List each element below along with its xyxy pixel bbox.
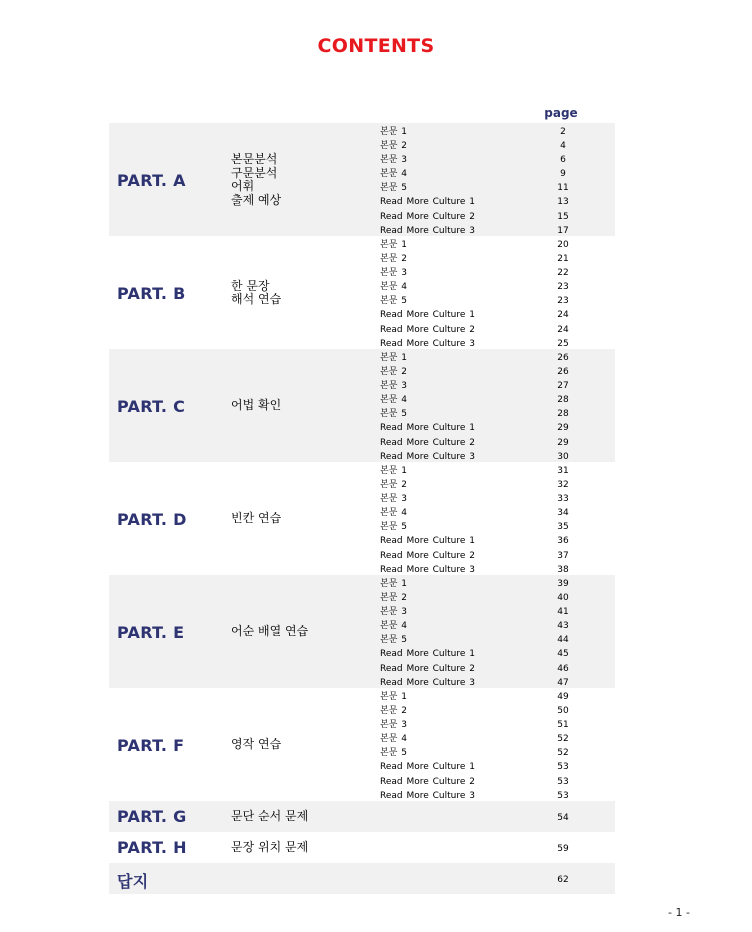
toc-entry [380, 393, 615, 407]
entry-page-number: 29 [557, 437, 569, 448]
part-label: PART. G [117, 807, 187, 826]
entry-page-number: 26 [557, 353, 569, 363]
description-line: 구문분석 [231, 165, 278, 180]
part-label: PART. F [117, 736, 185, 755]
entry-page-number: 52 [557, 748, 569, 759]
toc-section [109, 832, 615, 863]
part-label: PART. B [117, 284, 186, 303]
entry-page-number: 25 [557, 338, 569, 349]
toc-entry [380, 153, 615, 167]
entry-label: 본문 4 [380, 621, 407, 632]
entry-page-number: 53 [557, 776, 569, 787]
toc-entry [380, 605, 615, 619]
description-line: 출제 예상 [231, 192, 282, 207]
entry-page-number: 51 [557, 720, 569, 731]
page-title: CONTENTS [317, 35, 435, 57]
entry-page-number: 31 [557, 466, 569, 476]
part-description [231, 841, 308, 855]
toc-entry [380, 760, 615, 774]
entry-label: 본문 4 [380, 282, 407, 293]
toc-entry [380, 323, 615, 337]
entry-page-number: 41 [557, 607, 569, 618]
toc-entry [380, 167, 615, 181]
entry-label: Read More Culture 1 [380, 423, 475, 434]
toc-entry [380, 280, 615, 294]
entry-page-number: 35 [557, 522, 569, 533]
entry-page-number: 49 [557, 692, 569, 702]
entry-label: Read More Culture 3 [380, 790, 475, 801]
entry-label: 본문 5 [380, 409, 407, 420]
toc-entry [380, 266, 615, 280]
entry-label: 본문 4 [380, 508, 407, 519]
entry-page-number: 39 [557, 579, 569, 589]
description-line: 어휘 [231, 179, 255, 193]
toc-entry [380, 732, 615, 746]
toc-section [109, 123, 615, 236]
toc-entry [380, 125, 615, 139]
entry-label: 본문 1 [380, 579, 407, 589]
entry-label: 본문 4 [380, 169, 407, 180]
description-line: 빈칸 연습 [231, 511, 282, 526]
entry-label: Read More Culture 3 [380, 338, 475, 349]
toc-entry [380, 690, 615, 704]
entry-page-number: 46 [557, 663, 569, 674]
toc-entry [380, 351, 615, 365]
entry-page-number: 36 [557, 536, 569, 547]
description-line: 한 문장 [231, 278, 270, 293]
entry-page-number: 17 [557, 225, 569, 236]
entry-label: Read More Culture 2 [380, 211, 475, 222]
entry-page-number: 44 [557, 635, 569, 646]
toc-entry [380, 492, 615, 506]
description-line: 문단 순서 문제 [231, 809, 309, 824]
entry-page-number: 37 [557, 550, 569, 561]
toc-entry [380, 591, 615, 605]
page-column-header: page [544, 106, 578, 120]
part-description [231, 810, 308, 824]
entry-page-number: 28 [557, 409, 569, 420]
entry-label: 본문 3 [380, 155, 407, 166]
entry-page-number: 24 [557, 310, 569, 321]
entry-list [380, 238, 615, 351]
entry-page-number: 23 [557, 296, 569, 307]
entry-label: Read More Culture 2 [380, 550, 475, 561]
entry-label: 본문 5 [380, 183, 407, 194]
entry-label: Read More Culture 2 [380, 324, 475, 335]
toc-entry [380, 534, 615, 548]
entry-label: Read More Culture 2 [380, 663, 475, 674]
entry-page-number: 30 [557, 451, 569, 462]
entry-label: 본문 1 [380, 353, 407, 363]
toc-entry [380, 294, 615, 308]
entry-label: 본문 2 [380, 480, 407, 491]
toc-entry [380, 619, 615, 633]
entry-page-number: 52 [557, 734, 569, 745]
toc-section [109, 349, 615, 462]
entry-list [380, 464, 615, 577]
entry-page-number: 53 [557, 790, 569, 801]
description-line: 해석 연습 [231, 292, 282, 306]
toc-entry [380, 647, 615, 661]
toc-entry [380, 210, 615, 224]
description-line: 영작 연습 [231, 737, 282, 752]
entry-list [380, 351, 615, 464]
toc-entry [380, 238, 615, 252]
description-line: 어순 배열 연습 [231, 624, 309, 639]
entry-page-number: 53 [557, 762, 569, 773]
toc-section [109, 236, 615, 349]
entry-label: 본문 2 [380, 367, 407, 378]
part-label: PART. D [117, 510, 187, 529]
toc-entry [380, 775, 615, 789]
toc-entry [380, 704, 615, 718]
part-label: PART. H [117, 838, 187, 857]
entry-label: Read More Culture 3 [380, 564, 475, 575]
entry-page-number: 20 [557, 240, 569, 250]
part-label: 답지 [117, 872, 149, 891]
toc-entry [380, 139, 615, 153]
part-description [231, 153, 281, 207]
toc-entry [380, 633, 615, 647]
toc-section [109, 575, 615, 688]
entry-list [380, 577, 615, 690]
part-label: PART. E [117, 623, 185, 642]
entry-label: 본문 1 [380, 692, 407, 702]
toc-entry [380, 421, 615, 435]
toc-entry [380, 195, 615, 209]
entry-label: 본문 5 [380, 748, 407, 759]
section-page-number: 62 [557, 875, 569, 885]
entry-page-number: 50 [557, 706, 569, 717]
entry-page-number: 32 [557, 480, 569, 491]
entry-label: 본문 3 [380, 494, 407, 505]
entry-page-number: 4 [560, 141, 566, 152]
entry-label: 본문 1 [380, 466, 407, 476]
toc-entry [380, 718, 615, 732]
entry-page-number: 33 [557, 494, 569, 505]
entry-page-number: 40 [557, 593, 569, 604]
description-line: 어법 확인 [231, 398, 282, 413]
section-page-number: 54 [557, 813, 569, 823]
description-line: 본문분석 [231, 152, 278, 166]
toc-entry [380, 407, 615, 421]
entry-label: Read More Culture 1 [380, 197, 475, 208]
entry-page-number: 26 [557, 367, 569, 378]
entry-page-number: 29 [557, 423, 569, 434]
entry-label: 본문 2 [380, 593, 407, 604]
toc-entry [380, 308, 615, 322]
footer-page-number: - 1 - [668, 906, 690, 919]
table-of-contents [109, 123, 615, 894]
entry-label: Read More Culture 2 [380, 437, 475, 448]
entry-page-number: 21 [557, 254, 569, 265]
toc-entry [380, 520, 615, 534]
entry-page-number: 27 [557, 381, 569, 392]
part-label: PART. A [117, 171, 186, 190]
toc-section [109, 688, 615, 801]
toc-entry [380, 252, 615, 266]
entry-label: 본문 3 [380, 268, 407, 279]
entry-page-number: 11 [557, 183, 569, 194]
entry-page-number: 9 [560, 169, 566, 180]
toc-entry [380, 549, 615, 563]
toc-section [109, 801, 615, 832]
part-description [231, 625, 308, 639]
entry-page-number: 24 [557, 324, 569, 335]
toc-entry [380, 464, 615, 478]
entry-label: 본문 4 [380, 395, 407, 406]
entry-page-number: 34 [557, 508, 569, 519]
entry-label: 본문 5 [380, 635, 407, 646]
toc-section [109, 863, 615, 894]
toc-entry [380, 365, 615, 379]
toc-entry [380, 379, 615, 393]
entry-label: 본문 1 [380, 240, 407, 250]
entry-page-number: 23 [557, 282, 569, 293]
entry-label: 본문 5 [380, 522, 407, 533]
entry-label: Read More Culture 1 [380, 762, 475, 773]
entry-label: Read More Culture 1 [380, 536, 475, 547]
part-label: PART. C [117, 397, 186, 416]
entry-page-number: 6 [560, 155, 566, 166]
entry-page-number: 38 [557, 564, 569, 575]
entry-page-number: 45 [557, 649, 569, 660]
section-page-number: 59 [557, 844, 569, 854]
entry-label: Read More Culture 3 [380, 225, 475, 236]
toc-entry [380, 436, 615, 450]
entry-page-number: 13 [557, 197, 569, 208]
entry-label: Read More Culture 1 [380, 649, 475, 660]
part-description [231, 738, 281, 752]
toc-section [109, 462, 615, 575]
entry-label: 본문 1 [380, 127, 407, 137]
part-description [231, 512, 281, 526]
toc-entry [380, 478, 615, 492]
part-description [231, 399, 281, 413]
entry-label: 본문 5 [380, 296, 407, 307]
entry-page-number: 22 [557, 268, 569, 279]
toc-entry [380, 746, 615, 760]
entry-label: 본문 2 [380, 141, 407, 152]
entry-label: 본문 4 [380, 734, 407, 745]
entry-page-number: 47 [557, 677, 569, 688]
entry-label: 본문 2 [380, 706, 407, 717]
entry-page-number: 2 [560, 127, 566, 137]
entry-label: Read More Culture 2 [380, 776, 475, 787]
entry-list [380, 125, 615, 238]
entry-page-number: 43 [557, 621, 569, 632]
entry-label: 본문 3 [380, 381, 407, 392]
toc-entry [380, 662, 615, 676]
toc-entry [380, 577, 615, 591]
entry-label: 본문 3 [380, 720, 407, 731]
description-line: 문장 위치 문제 [231, 840, 309, 855]
entry-label: Read More Culture 3 [380, 677, 475, 688]
entry-label: Read More Culture 3 [380, 451, 475, 462]
part-description [231, 280, 281, 307]
entry-label: 본문 3 [380, 607, 407, 618]
toc-entry [380, 506, 615, 520]
entry-label: Read More Culture 1 [380, 310, 475, 321]
entry-page-number: 15 [557, 211, 569, 222]
entry-page-number: 28 [557, 395, 569, 406]
entry-label: 본문 2 [380, 254, 407, 265]
toc-entry [380, 181, 615, 195]
entry-list [380, 690, 615, 803]
